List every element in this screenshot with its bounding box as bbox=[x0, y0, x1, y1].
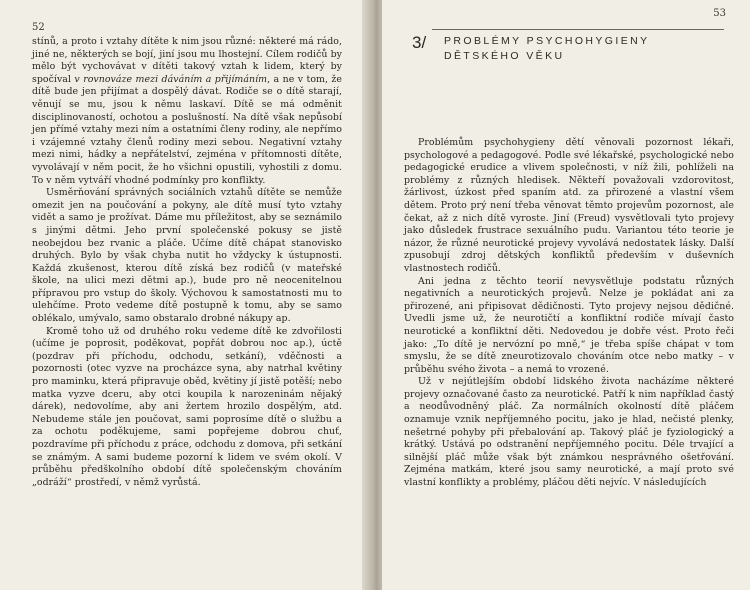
italic-phrase: v rovnováze mezi dáváním a přijímáním bbox=[74, 73, 268, 85]
right-paragraph-1: Problémům psychohygieny dětí věnovali pozornost lékaři, psychologové a pedagogové. Podle své lékařské, psychologické nebo pedagogické erudice a vlivem společnosti, v níž žili, pohlíželi na problémy z různých hledisek. Někteří považovali vzdorovitost, žárlivost, úzkost před spaním atd. za přirozené a vlastní všem dětem. Proto prý není třeba věnovat těmto projevům pozornost, ale čekat, až z nich dítě vyroste. Jiní (Freud) vysvětlovali tyto projevy jako důsledek frustrace sexuálního pudu. Variantou této teorie je názor, že různé neurotické projevy vyvolává nedostatek lásky. Další zpusobují zdroj dětských konfliktů především v duševních vlastnostech rodičů. bbox=[404, 137, 734, 274]
right-paragraph-3: Už v nejútlejším období lidského života nacházíme některé projevy označované často za neurotické. Patří k nim například častý a neodůvodněný pláč. Za normálních okolností dítě pláčem oznamuje vznik nepříjemného pocitu, jako je hlad, nečisté plenky, nešetrné pohyby při přebalování ap. Takový pláč je fyziologický a krátký. Ustává po odstranění nepříjemného pocitu. Déle trvající a silnější pláč může však být známkou nesprávného ošetřování. Zejména matkám, které jsou samy neurotické, a mají proto své vlastní konflikty a problémy, pláčou děti nejvíc. V následujících bbox=[404, 376, 734, 489]
left-paragraph-3: Kromě toho už od druhého roku vedeme dítě ke zdvořilosti (učíme je poprosit, poděkovat, popřát dobrou noc ap.), úctě (pozdrav při příchodu, odchodu, setkání), vděčnosti a pozornosti (otec vyzve na procházce syna, aby natrhal květiny pro maminku, která připravuje oběd, květiny jí jistě potěší; nebo matka vyzve dceru, aby otci koupila k narozeninám nějaký dárek), nedovolíme, aby ani žertem hrozilo dospělým, atd. Nebudeme stále jen poučovat, sami poprosíme dítě o službu a za ochotu poděkujeme, sami popřejeme dobrou chuť, pozdravíme při příchodu z práce, odchodu z domova, při setkání se známým. A sami budeme pozorní k lidem ve svém okolí. V průběhu předškolního období dítě společenským chováním „odráží“ prostředí, v němž vyrůstá. bbox=[32, 325, 342, 488]
right-page-text bbox=[404, 137, 734, 490]
right-page bbox=[382, 0, 750, 590]
right-paragraph-2: Ani jedna z těchto teorií nevysvětluje podstatu různých negativních a neurotických projevů. Nelze je pokládat ani za přirozené, ani připisovat dědičnosti. Tyto projevy nejsou dědičné. Uvedli jsme už, že neurotičtí a konfliktní rodiče mívají často neurotické a konfliktní děti. Nedovedou je dobře vést. Proto řeči jako: „To dítě je nervózní po mně,“ je třeba spíše chápat v tom smyslu, že se dítě zneurotizovalo chováním otce nebo matky – v průběhu svého života – a nemá to vrozené. bbox=[404, 275, 734, 375]
chapter-title-line-2: DĚTSKÉHO VĚKU bbox=[444, 50, 565, 62]
chapter-heading bbox=[404, 23, 734, 93]
page-number-left: 52 bbox=[32, 22, 45, 33]
left-paragraph-2: Usměrňování správných sociálních vztahů dítěte se nemůže omezit jen na poučování a pokyny, ale dítě musí tyto vztahy vidět a samo je prožívat. Dáme mu příležitost, aby se seznámilo s jinými dětmi. Jeho první společenské pokusy se jistě neobejdou bez rvanic a pláče. Učíme dítě chápat stanovisko druhých. Bylo by však chyba nutit ho vždycky k ústupnosti. Každá zkušenost, kterou dítě získá bez rodičů (v mateřské škole, na ulici mezi dětmi ap.), bude pro ně neocenitelnou přípravou pro vstup do školy. Výchovou k samostatnosti mu to ulehčíme. Proto vedeme dítě postupně k tomu, aby se samo oblékalo, umývalo, samo obstaralo drobné nákupy ap. bbox=[32, 187, 342, 325]
chapter-number: 3/ bbox=[412, 33, 427, 52]
left-paragraph-1: stínů, a proto i vztahy dítěte k nim jsou různé: některé má rádo, jiné ne, některých se bojí, jiní jsou mu lhostejní. Cílem rodičů by mělo být vychovávat v dítěti takový vztah k lidem, který by spočíval v rovnováze mezi dáváním a přijímáním, a ne v tom, že dítě bude jen přijímat a dospělý dávat. Rodiče se o dítě starají, věnují se mu, jsou k němu laskaví. Dítě se má odměnit disciplinovaností, ochotou a poslušností. Na dítě však nepůsobí jen přímé vztahy mezi ním a ostatními členy rodiny, ale nepřímo i vzájemné vztahy členů rodiny mezi sebou. Negativní vztahy mezi nimi, hádky a nepřátelství, zejména v přítomnosti dítěte, vyvolávají v něm pocit, že ho všichni opustili, vyhostili z domu. To v něm vytváří vhodné podmínky pro konflikty. bbox=[32, 36, 342, 186]
chapter-title-line-1: PROBLÉMY PSYCHOHYGIENY bbox=[444, 35, 650, 47]
left-page-text bbox=[32, 36, 342, 489]
page-number-right: 53 bbox=[713, 8, 726, 19]
left-page bbox=[0, 0, 368, 590]
chapter-title bbox=[444, 34, 649, 64]
chapter-rule bbox=[432, 29, 724, 30]
